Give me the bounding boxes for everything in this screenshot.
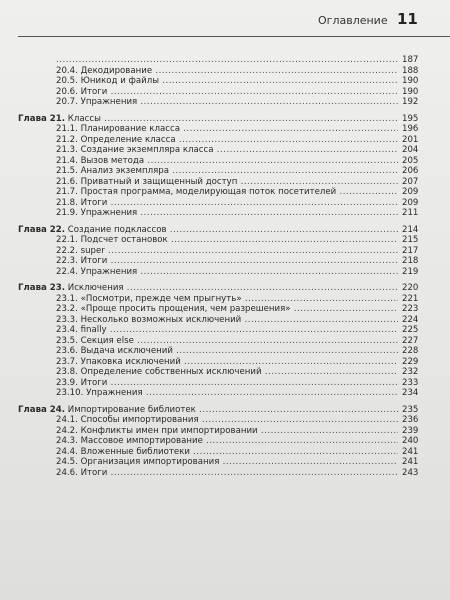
toc-page-number: 223 (402, 304, 419, 314)
section-title: 21.5. Анализ экземпляра (56, 166, 169, 176)
toc-entry-label (56, 198, 398, 209)
toc-entry-label (56, 378, 398, 389)
toc-section-row (0, 166, 450, 177)
section-title: 23.10. Упражнения (56, 388, 143, 398)
toc-entry-label (56, 447, 398, 458)
toc-section-row (0, 267, 450, 278)
section-title: 20.7. Упражнения (56, 97, 138, 107)
section-title: 24.5. Организация импортирования (56, 457, 220, 467)
section-title: 20.5. Юникод и файлы (56, 76, 159, 86)
toc-page-number: 243 (402, 467, 419, 478)
toc-entry-label (56, 208, 398, 219)
toc-page-number: 201 (402, 134, 419, 145)
toc-section-row (0, 315, 450, 326)
section-title: 22.1. Подсчет остановок (56, 235, 168, 245)
toc-section-row (0, 177, 450, 188)
toc-entry-label (56, 187, 398, 198)
toc-page-number: 232 (402, 367, 419, 377)
header-title: Оглавление (318, 14, 388, 27)
toc-entry-label (56, 415, 398, 426)
section-title: 23.1. «Посмотри, прежде чем прыгнуть» (56, 293, 242, 304)
section-title: 24.3. Массовое импортирование (56, 436, 203, 446)
toc-page-number: 195 (402, 113, 419, 124)
chapter-title: Исключения (67, 283, 124, 293)
toc-page-number: 241 (402, 446, 419, 457)
toc-section-row (0, 336, 450, 347)
chapter-title: Классы (67, 113, 101, 124)
toc-entry-label (56, 294, 398, 305)
section-title: 21.8. Итоги (56, 197, 108, 208)
section-title: 24.4. Вложенные библиотеки (56, 446, 190, 457)
chapter-title: Импортирование библиотек (67, 404, 196, 415)
toc-section-row (0, 135, 450, 146)
toc-page-number: 204 (402, 145, 419, 155)
toc-page-number: 214 (402, 224, 419, 235)
toc-section-row (0, 76, 450, 87)
toc-section-row (0, 325, 450, 336)
section-title: 21.7. Простая программа, моделирующая поток посетителей (56, 187, 337, 197)
toc-entry-label (56, 325, 398, 336)
toc-page-number: 233 (402, 377, 419, 388)
toc-entry-label (56, 357, 398, 368)
toc-section-row (0, 294, 450, 305)
toc-page-number: 205 (402, 155, 419, 166)
toc-page-number: 240 (402, 436, 419, 446)
toc-page-number: 207 (402, 176, 419, 187)
toc-entry-label (56, 145, 398, 156)
toc-entry-label (56, 76, 398, 87)
toc-entry-label (56, 166, 398, 177)
section-title: 21.2. Определение класса (56, 134, 176, 145)
toc-page-number: 219 (402, 266, 419, 277)
toc-page-number: 229 (402, 356, 419, 367)
toc-page-number: 234 (402, 388, 419, 398)
toc-entry-label (56, 457, 398, 468)
toc-page-number: 241 (402, 457, 419, 467)
section-title: 24.2. Конфликты имен при импортировании (56, 425, 258, 436)
section-title: 23.8. Определение собственных исключений (56, 367, 262, 377)
chapter-number: Глава 21. (18, 113, 66, 124)
toc-section-row (0, 208, 450, 219)
section-title: 23.6. Выдача исключений (56, 346, 173, 356)
toc-chapter-row (0, 225, 450, 236)
toc-entry-label (56, 436, 398, 447)
toc-page-number: 192 (402, 97, 419, 107)
toc-section-row (0, 436, 450, 447)
toc-section-row (0, 426, 450, 437)
toc-section-row (0, 145, 450, 156)
toc-page-number: 211 (402, 208, 419, 218)
toc-page-number: 220 (402, 283, 419, 293)
toc-entry-label (18, 225, 398, 236)
chapter-title: Создание подклассов (67, 224, 167, 235)
toc-entry-label (56, 336, 398, 347)
toc-section-row (0, 304, 450, 315)
toc-entry-label (56, 267, 398, 278)
toc-page-number: 188 (402, 65, 419, 76)
toc-entry-label (56, 468, 398, 479)
toc-section-row (0, 235, 450, 246)
chapter-number: Глава 23. (18, 283, 66, 293)
toc-entry-label (18, 114, 398, 125)
toc-section-row (0, 87, 450, 98)
toc-entry-label (56, 124, 398, 135)
toc-entry-label (18, 405, 398, 416)
toc-entry-label (56, 304, 398, 315)
header-page-number: 11 (397, 10, 418, 28)
toc-page-number: 190 (402, 76, 419, 86)
section-title: 21.9. Упражнения (56, 208, 138, 218)
toc-section-row (0, 198, 450, 209)
section-title: 23.9. Итоги (56, 377, 108, 388)
toc-page-number: 224 (402, 314, 419, 325)
toc-page-number: 206 (402, 166, 419, 176)
toc-page-number: 215 (402, 235, 419, 245)
table-of-contents (0, 55, 450, 478)
chapter-number: Глава 22. (18, 224, 66, 235)
toc-section-row (0, 378, 450, 389)
toc-chapter-row (0, 114, 450, 125)
section-title: 23.5. Секция else (56, 335, 134, 346)
toc-entry-label (56, 315, 398, 326)
toc-entry-label (56, 235, 398, 246)
toc-entry-label (56, 367, 398, 378)
toc-section-row (0, 346, 450, 357)
section-title: 20.4. Декодирование (56, 65, 153, 76)
toc-section-row (0, 97, 450, 108)
toc-section-row (0, 187, 450, 198)
toc-section-row (0, 55, 450, 66)
toc-section-row (0, 357, 450, 368)
toc-page-number: 209 (402, 187, 419, 197)
toc-page-number: 227 (402, 335, 419, 346)
toc-page-number: 196 (402, 124, 419, 134)
toc-chapter-row (0, 405, 450, 416)
toc-chapter-row (0, 283, 450, 294)
toc-entry-label (56, 135, 398, 146)
section-title: 21.3. Создание экземпляра класса (56, 145, 214, 155)
toc-entry-label (18, 283, 398, 294)
toc-page-number: 209 (402, 197, 419, 208)
toc-page-number: 236 (402, 415, 419, 425)
toc-section-row (0, 447, 450, 458)
toc-section-row (0, 388, 450, 399)
toc-section-row (0, 415, 450, 426)
toc-section-row (0, 468, 450, 479)
section-title: 21.6. Приватный и защищенный доступ (56, 176, 238, 187)
section-title: 22.4. Упражнения (56, 266, 138, 277)
toc-section-row (0, 246, 450, 257)
toc-entry-label (56, 66, 398, 77)
toc-page-number: 235 (402, 404, 419, 415)
header-rule (18, 36, 450, 37)
toc-page-number: 228 (402, 346, 419, 356)
toc-page-number: 239 (402, 425, 419, 436)
section-title: 23.3. Несколько возможных исключений (56, 314, 242, 325)
toc-entry-label (56, 177, 398, 188)
toc-section-row (0, 457, 450, 468)
section-title: 20.6. Итоги (56, 86, 108, 97)
section-title: 23.7. Упаковка исключений (56, 356, 181, 367)
toc-entry-label (56, 256, 398, 267)
toc-page-number: 221 (402, 293, 419, 304)
toc-section-row (0, 66, 450, 77)
toc-entry-label (56, 246, 398, 257)
toc-page-number: 218 (402, 256, 419, 266)
toc-section-row (0, 124, 450, 135)
section-title: 21.1. Планирование класса (56, 124, 180, 134)
toc-entry-label (56, 156, 398, 167)
toc-entry-label (56, 97, 398, 108)
toc-entry-label (56, 87, 398, 98)
toc-section-row (0, 367, 450, 378)
section-title: 22.3. Итоги (56, 256, 108, 266)
toc-page-number: 187 (402, 55, 419, 65)
toc-entry-label (56, 388, 398, 399)
toc-section-row (0, 256, 450, 267)
section-title: 24.1. Способы импортирования (56, 415, 199, 425)
section-title: 24.6. Итоги (56, 467, 108, 478)
toc-page-number: 225 (402, 325, 419, 335)
section-title: 22.2. super (56, 245, 105, 256)
toc-entry-label (56, 55, 398, 66)
toc-section-row (0, 156, 450, 167)
toc-page-number: 190 (402, 86, 419, 97)
section-title: 23.4. finally (56, 325, 107, 335)
running-header (0, 6, 450, 36)
chapter-number: Глава 24. (18, 404, 66, 415)
section-title: 21.4. Вызов метода (56, 155, 145, 166)
toc-entry-label (56, 346, 398, 357)
toc-entry-label (56, 426, 398, 437)
toc-page-number: 217 (402, 245, 419, 256)
section-title: 23.2. «Проще просить прощения, чем разрешения» (56, 304, 291, 314)
